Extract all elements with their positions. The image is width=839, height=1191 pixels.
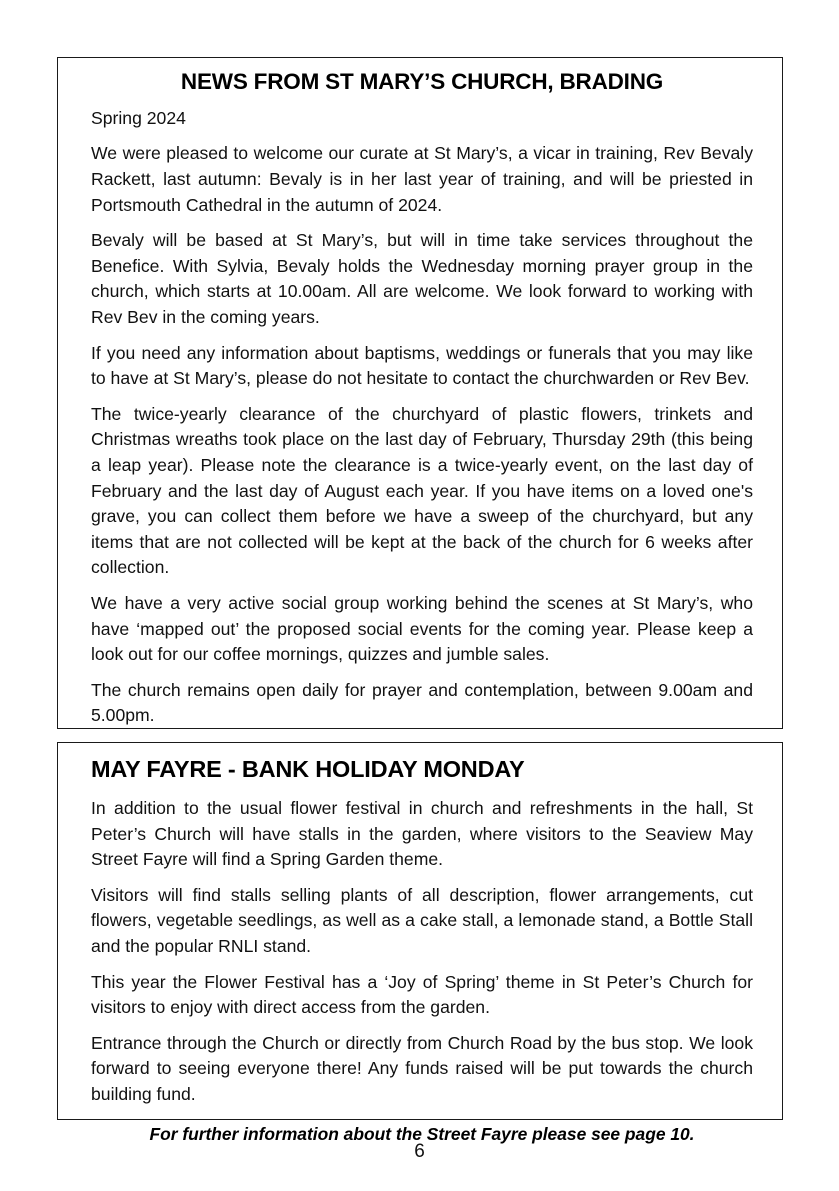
news-paragraph-season: Spring 2024 (91, 107, 186, 128)
news-paragraph-churchyard-clearance: The twice-yearly clearance of the churchyard of plastic flowers, trinkets and Christmas wreaths took place on the last day of February, Thursday 29th (this being a leap year). Please note the clearance is a twice-yearly event, on the last day of February and the last day of August each year. If you have items on a loved one's grave, you can collect them before we have a sweep of the churchyard, but any items that are not collected will be kept at the back of the church for 6 weeks after collection. (91, 403, 753, 578)
fayre-paragraph-stalls: Visitors will find stalls selling plants of all description, flower arrangements, cut flowers, vegetable seedlings, as well as a cake stall, a lemonade stand, a Bottle Stall and the popular RNLI stand. (91, 884, 753, 956)
news-paragraph-social-group: We have a very active social group working behind the scenes at St Mary’s, who have ‘mapped out’ the proposed social events for the coming year. Please keep a look out for our coffee mornings, quizzes and jumble sales. (91, 592, 753, 665)
fayre-footnote-more-info: For further information about the Street Fayre please see page 10. (149, 1123, 695, 1144)
news-paragraph-bevaly-benefice: Bevaly will be based at St Mary’s, but will in time take services throughout the Benefice. With Sylvia, Bevaly holds the Wednesday morning prayer group in the church, which starts at 10.00am. All are welcome. We look forward to working with Rev Bev in the coming years. (91, 230, 753, 328)
article-news-st-marys (57, 57, 783, 729)
news-paragraph-enquiries: If you need any information about baptisms, weddings or funerals that you may like to have at St Mary’s, please do not hesitate to contact the churchwarden or Rev Bev. (91, 342, 753, 389)
article-may-fayre (57, 742, 783, 1144)
news-paragraph-opening-hours: The church remains open daily for prayer and contemplation, between 9.00am and 5.00pm. (91, 679, 753, 726)
news-paragraph-curate-welcome: We were pleased to welcome our curate at St Mary’s, a vicar in training, Rev Bevaly Rackett, last autumn: Bevaly is in her last year of training, and will be priested in Portsmouth Cathedral in the autumn of 2024. (91, 143, 753, 215)
fayre-paragraph-flower-festival: This year the Flower Festival has a ‘Joy of Spring’ theme in St Peter’s Church for visitors to enjoy with direct access from the garden. (91, 971, 753, 1018)
fayre-paragraph-entrance: Entrance through the Church or directly from Church Road by the bus stop. We look forward to seeing everyone there! Any funds raised will be put towards the church building fund. (91, 1032, 753, 1104)
may-fayre-title: MAY FAYRE - BANK HOLIDAY MONDAY (91, 756, 525, 782)
article-may-fayre-content (58, 743, 782, 1154)
article-news-content (58, 58, 782, 771)
page-number: 6 (414, 1141, 425, 1162)
page-title: NEWS FROM ST MARY’S CHURCH, BRADING (180, 69, 664, 94)
fayre-paragraph-intro: In addition to the usual flower festival in church and refreshments in the hall, St Peter’s Church will have stalls in the garden, where visitors to the Seaview May Street Fayre will find a Spring Garden theme. (91, 798, 753, 870)
